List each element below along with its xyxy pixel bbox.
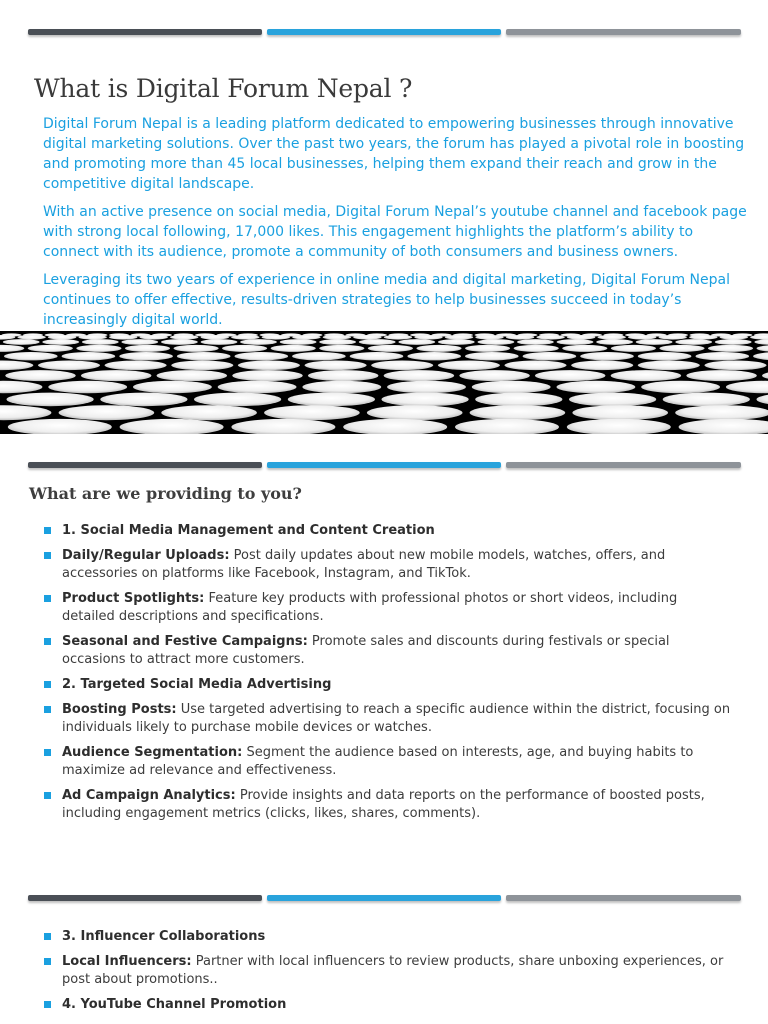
decorative-disc	[343, 419, 447, 434]
item-text: Promote sales and discounts during festivals or special occasions to attract more customers.	[62, 634, 670, 667]
decorative-disc	[120, 419, 224, 434]
decorative-disc	[407, 352, 461, 360]
header-bar-grey	[506, 29, 741, 35]
decorative-disc	[705, 361, 767, 371]
list-item	[44, 953, 734, 989]
decorative-disc	[438, 361, 500, 371]
decorative-disc	[506, 335, 534, 340]
decorative-disc	[720, 335, 748, 340]
header-bar-dark	[28, 895, 262, 901]
decorative-disc	[0, 345, 24, 352]
decorative-disc	[262, 335, 290, 340]
item-text: Feature key products with professional photos or short videos, including detailed descriptions and specifications.	[62, 591, 678, 624]
decorative-disc	[161, 339, 198, 345]
decorative-disc	[4, 352, 58, 360]
services-list-continued	[44, 928, 734, 1021]
decorative-disc	[696, 352, 750, 360]
bullet-icon	[44, 933, 51, 940]
decorative-disc	[157, 370, 227, 381]
slide3-header-bars	[28, 895, 741, 903]
decorative-disc	[238, 361, 300, 371]
bullet-icon	[44, 706, 51, 713]
decorative-disc	[505, 361, 567, 371]
decorative-disc	[0, 361, 33, 371]
bullet-icon	[44, 958, 51, 965]
item-lead: 3. Influencer Collaborations	[62, 929, 266, 944]
decorative-disc	[754, 339, 768, 345]
decorative-disc	[42, 339, 79, 345]
decorative-disc	[638, 352, 692, 360]
decorative-disc	[475, 335, 503, 340]
decorative-disc	[567, 419, 671, 434]
decorative-disc	[234, 352, 288, 360]
decorative-disc	[368, 345, 413, 352]
slide2-header-bars	[28, 462, 741, 470]
list-item	[44, 590, 734, 626]
decorative-disc	[305, 361, 367, 371]
decorative-disc	[109, 335, 137, 340]
decorative-disc	[28, 345, 73, 352]
decorative-disc	[659, 335, 687, 340]
decorative-disc	[62, 352, 116, 360]
bullet-icon	[44, 595, 51, 602]
header-bar-blue	[267, 29, 501, 35]
header-bar-grey	[506, 462, 741, 468]
item-text: Post daily updates about new mobile models, watches, offers, and accessories on platforms like Facebook, Instagram, and TikTok.	[62, 548, 666, 581]
decorative-disc	[689, 335, 717, 340]
decorative-disc	[478, 339, 515, 345]
header-bar-blue	[267, 895, 501, 901]
decorative-disc	[675, 339, 712, 345]
decorative-disc	[535, 370, 605, 381]
decorative-disc	[222, 345, 267, 352]
decorative-disc	[240, 339, 277, 345]
list-item	[44, 676, 734, 694]
decorative-disc	[140, 335, 168, 340]
decorative-disc	[231, 335, 259, 340]
decorative-disc	[161, 405, 257, 420]
decorative-disc	[557, 381, 636, 393]
header-bar-dark	[28, 462, 262, 468]
decorative-disc	[638, 361, 700, 371]
decorative-disc	[382, 393, 469, 407]
decorative-disc	[367, 405, 463, 420]
decorative-disc	[17, 335, 45, 340]
decorative-disc	[753, 352, 768, 360]
decorative-disc	[571, 361, 633, 371]
decorative-disc	[319, 339, 356, 345]
slide2-title: What are we providing to you?	[29, 484, 302, 503]
decorative-disc	[675, 405, 768, 420]
decorative-disc	[59, 405, 155, 420]
header-bar-dark	[28, 29, 262, 35]
list-item	[44, 701, 734, 737]
decorative-disc	[569, 393, 656, 407]
decorative-disc	[171, 361, 233, 371]
decorative-disc	[5, 370, 75, 381]
item-lead: 4. YouTube Channel Promotion	[62, 997, 287, 1012]
decorative-disc	[271, 345, 316, 352]
bullet-icon	[44, 749, 51, 756]
item-lead: Ad Campaign Analytics:	[62, 788, 236, 803]
decorative-disc	[7, 393, 94, 407]
decorative-disc	[628, 335, 656, 340]
decorative-disc	[679, 419, 768, 434]
decorative-disc	[514, 345, 559, 352]
decorative-disc	[231, 419, 335, 434]
item-lead: Audience Segmentation:	[62, 745, 243, 760]
list-item	[44, 744, 734, 780]
decorative-disc	[438, 339, 475, 345]
bullet-icon	[44, 681, 51, 688]
decorative-disc	[48, 381, 127, 393]
item-lead: 1. Social Media Management and Content Creation	[62, 523, 435, 538]
decorative-disc	[3, 339, 40, 345]
decorative-disc	[292, 335, 320, 340]
decorative-disc	[125, 345, 170, 352]
decorative-disc	[475, 393, 562, 407]
decorative-disc	[596, 339, 633, 345]
item-lead: Daily/Regular Uploads:	[62, 548, 230, 563]
decorative-disc	[387, 381, 466, 393]
decorative-disc	[38, 361, 100, 371]
intro-paragraph: With an active presence on social media, Digital Forum Nepal’s youtube channel and facebook page with strong local following, 17,000 likes. This engagement highlights the platform’s ability to connect with its audience, promote a community of both consumers and business owners.	[43, 204, 747, 260]
list-item	[44, 522, 734, 540]
decorative-disc	[371, 361, 433, 371]
decorative-disc	[0, 381, 42, 393]
decorative-disc	[302, 381, 381, 393]
item-lead: 2. Targeted Social Media Advertising	[62, 677, 332, 692]
decorative-disc	[517, 339, 554, 345]
decorative-disc	[598, 335, 626, 340]
decorative-disc	[470, 405, 566, 420]
decorative-disc	[567, 335, 595, 340]
item-text: Partner with local influencers to review products, share unboxing experiences, or post about promotions..	[62, 954, 724, 987]
item-text: Use targeted advertising to reach a specific audience within the district, focusing on individuals likely to purchase mobile devices or watches.	[62, 702, 731, 735]
slide1-intro	[43, 114, 748, 330]
decorative-disc	[8, 419, 112, 434]
list-item	[44, 787, 734, 823]
decorative-disc	[465, 352, 519, 360]
decorative-disc	[288, 393, 375, 407]
decorative-disc	[715, 339, 752, 345]
decorative-disc	[201, 335, 229, 340]
item-lead: Local Influencers:	[62, 954, 192, 969]
intro-paragraph: Leveraging its two years of experience in online media and digital marketing, Digital Forum Nepal continues to offer effective, results-driven strategies to help businesses succeed in today’s increasingly digital world.	[43, 272, 730, 328]
decorative-disc	[218, 381, 297, 393]
decorative-disc	[562, 345, 607, 352]
decorative-disc	[686, 370, 756, 381]
decorative-disc	[762, 370, 768, 381]
decorative-disc	[611, 370, 681, 381]
intro-paragraph: Digital Forum Nepal is a leading platform dedicated to empowering businesses through innovative digital marketing solutions. Over the past two years, the forum has played a pivotal role in boosting and promoting more than 45 local businesses, helping them expand their reach and grow in the competitive digital landscape.	[43, 116, 745, 192]
bullet-icon	[44, 638, 51, 645]
bullet-icon	[44, 552, 51, 559]
decorative-disc	[641, 381, 720, 393]
decorative-disc	[611, 345, 656, 352]
decorative-disc	[445, 335, 473, 340]
decorative-disc	[264, 405, 360, 420]
item-lead: Product Spotlights:	[62, 591, 205, 606]
header-bar-grey	[506, 895, 741, 901]
decorative-disc	[757, 393, 768, 407]
decorative-disc	[121, 339, 158, 345]
decorative-disc	[580, 352, 634, 360]
decorative-disc	[48, 335, 76, 340]
decorative-disc	[81, 370, 151, 381]
decorative-disc	[472, 381, 551, 393]
decorative-disc	[170, 335, 198, 340]
decorative-disc	[201, 339, 238, 345]
decorative-disc	[572, 405, 668, 420]
decorative-disc	[280, 339, 317, 345]
item-text: Segment the audience based on interests, age, and buying habits to maximize ad relevance and effectiveness.	[62, 745, 694, 778]
item-lead: Boosting Posts:	[62, 702, 177, 717]
decorative-disc	[308, 370, 378, 381]
decorative-disc	[319, 345, 364, 352]
decorative-disc	[523, 352, 577, 360]
item-lead: Seasonal and Festive Campaigns:	[62, 634, 308, 649]
decorative-disc	[232, 370, 302, 381]
bullet-icon	[44, 1001, 51, 1008]
decorative-disc	[323, 335, 351, 340]
decorative-disc	[398, 339, 435, 345]
decorative-disc	[177, 352, 231, 360]
bullet-icon	[44, 792, 51, 799]
decorative-disc	[353, 335, 381, 340]
list-item	[44, 928, 734, 946]
decorative-disc	[100, 393, 187, 407]
dots-graphic	[0, 331, 768, 434]
list-item	[44, 996, 734, 1014]
decorative-disc	[663, 393, 750, 407]
decorative-disc	[726, 381, 768, 393]
decorative-disc	[105, 361, 167, 371]
decorative-disc	[174, 345, 219, 352]
decorative-disc	[750, 335, 768, 340]
decorative-disc	[636, 339, 673, 345]
decorative-disc	[757, 345, 768, 352]
decorative-disc	[384, 370, 454, 381]
decorative-dots-image	[0, 331, 768, 434]
decorative-disc	[82, 339, 119, 345]
decorative-disc	[708, 345, 753, 352]
decorative-disc	[557, 339, 594, 345]
decorative-disc	[416, 345, 461, 352]
bullet-icon	[44, 527, 51, 534]
decorative-disc	[659, 345, 704, 352]
list-item	[44, 633, 734, 669]
decorative-disc	[465, 345, 510, 352]
decorative-disc	[384, 335, 412, 340]
item-text: Provide insights and data reports on the performance of boosted posts, including engagement metrics (clicks, likes, shares, comments).	[62, 788, 705, 821]
decorative-disc	[459, 370, 529, 381]
decorative-disc	[76, 345, 121, 352]
services-list	[44, 522, 734, 830]
decorative-disc	[133, 381, 212, 393]
decorative-disc	[455, 419, 559, 434]
decorative-disc	[79, 335, 107, 340]
slide1-header-bars	[28, 29, 741, 37]
header-bar-blue	[267, 462, 501, 468]
decorative-disc	[194, 393, 281, 407]
slide1-title: What is Digital Forum Nepal ?	[34, 74, 413, 103]
decorative-disc	[292, 352, 346, 360]
decorative-disc	[119, 352, 173, 360]
decorative-disc	[0, 405, 51, 420]
decorative-disc	[359, 339, 396, 345]
decorative-disc	[536, 335, 564, 340]
decorative-disc	[414, 335, 442, 340]
decorative-disc	[350, 352, 404, 360]
list-item	[44, 547, 734, 583]
